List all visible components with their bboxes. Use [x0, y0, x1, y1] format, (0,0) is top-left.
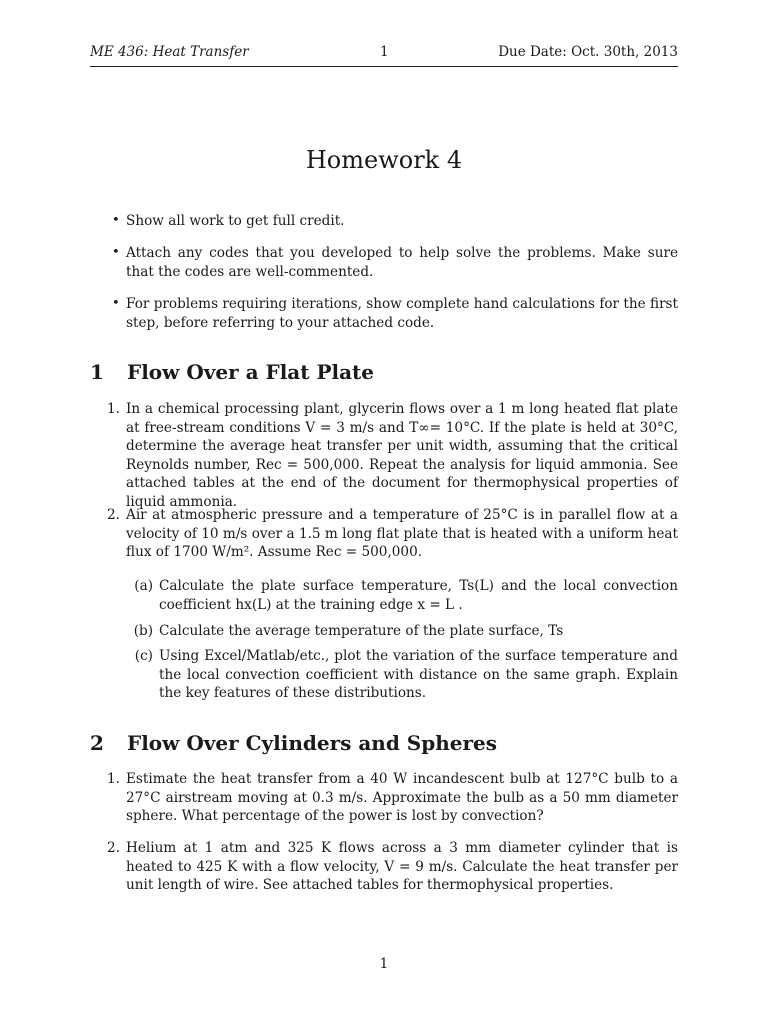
problem-number: 1. [107, 401, 120, 417]
header-page-number: 1 [380, 44, 389, 60]
section-number: 2 [90, 731, 104, 755]
section-number: 1 [90, 360, 104, 384]
instruction-item: Attach any codes that you developed to help solve the problems. Make sure that the codes are well-commented. [126, 245, 678, 280]
subpart-text: Calculate the average temperature of the plate surface, Ts [159, 623, 564, 639]
running-header [90, 44, 678, 67]
subpart-label: (b) [133, 623, 153, 639]
problem-text: Estimate the heat transfer from a 40 W incandescent bulb at 127°C bulb to a 27°C airstream moving at 0.3 m/s. Approximate the bulb as a 50 mm diameter sphere. What percentage of the power is lost by convection? [126, 771, 678, 824]
problem-number: 2. [107, 507, 120, 523]
section-heading [90, 731, 497, 755]
problem-number: 1. [107, 771, 120, 787]
instruction-item: For problems requiring iterations, show complete hand calculations for the first step, before referring to your attached code. [126, 296, 678, 331]
subpart-label: (a) [134, 578, 153, 594]
section-title: Flow Over Cylinders and Spheres [127, 731, 497, 755]
bullet-icon: • [112, 245, 120, 260]
section-heading [90, 360, 374, 384]
problem-text: Helium at 1 atm and 325 K flows across a 3 mm diameter cylinder that is heated to 425 K with a flow velocity, V = 9 m/s. Calculate the heat transfer per unit length of wire. See attached tables for thermophysical properties. [126, 840, 678, 893]
subpart-label: (c) [134, 648, 153, 664]
course-name: ME 436: Heat Transfer [90, 44, 249, 60]
bullet-icon: • [112, 296, 120, 311]
section-title: Flow Over a Flat Plate [127, 360, 375, 384]
problem-text: In a chemical processing plant, glycerin flows over a 1 m long heated flat plate at free-stream conditions V = 3 m/s and T∞= 10°C. If the plate is held at 30°C, determine the average heat transfer per unit width, assuming that the critical Reynolds number, Rec = 500,000. Repeat the analysis for liquid ammonia. See attached tables at the end of the document for thermophysical properties of liquid ammonia. [126, 401, 678, 510]
instruction-item: Show all work to get full credit. [126, 213, 345, 229]
problem-text: Air at atmospheric pressure and a temperature of 25°C is in parallel flow at a velocity of 10 m/s over a 1.5 m long flat plate that is heated with a uniform heat flux of 1700 W/m². Assume Rec = 500,000. [126, 507, 678, 560]
footer-page-number: 1 [379, 956, 389, 972]
bullet-icon: • [112, 213, 120, 228]
page-title: Homework 4 [305, 146, 463, 174]
problem-number: 2. [107, 840, 120, 856]
subpart-text: Using Excel/Matlab/etc., plot the variation of the surface temperature and the local convection coefficient with distance on the same graph. Explain the key features of these distributions. [159, 648, 678, 701]
due-date: Due Date: Oct. 30th, 2013 [498, 44, 678, 60]
subpart-text: Calculate the plate surface temperature, Ts(L) and the local convection coefficient hx(L) at the training edge x = L . [159, 578, 678, 613]
